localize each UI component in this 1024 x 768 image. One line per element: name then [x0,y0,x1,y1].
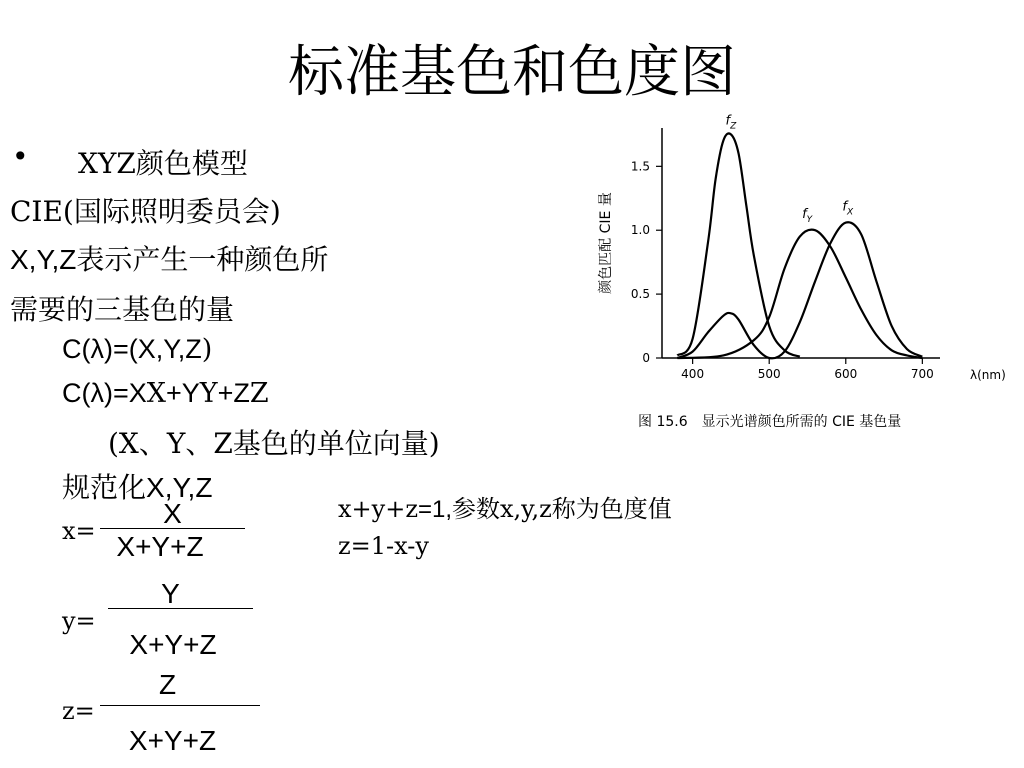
unit-vectors-note: (X、Y、Z基色的单位向量) [108,427,440,460]
formula-1-paren: ) [201,334,213,365]
z-relation: z=1-x-y [338,532,429,560]
sum-line [338,489,672,524]
chart-x-axis-label: λ(nm) [970,368,1006,382]
bullet-heading: XYZ颜色模型 [78,147,248,180]
formula-2-c: +Y [166,378,200,408]
z-fraction-bar [100,705,260,706]
chart-y-tick-label: 1.0 [630,223,650,238]
chart-series-labels [726,113,854,225]
formula-1-main: C(λ)=(X,Y,Z [62,334,202,364]
formula-2-f: Z [249,378,269,409]
z-denominator: X+Y+Z [128,725,217,756]
chart-series-label: $f_Z$ [725,113,737,132]
bullet-symbol: • [12,140,29,173]
xyz-definition-line [10,238,328,278]
y-denominator: X+Y+Z [129,629,217,660]
normalize-vars: X,Y,Z [146,472,213,503]
cie-line: CIE(国际照明委员会) [10,195,281,228]
x-label: x= [62,517,96,545]
need-line: 需要的三基色的量 [10,293,235,326]
chart-series-line-f-x [677,222,922,358]
formula-1 [62,334,212,365]
xyz-vars: X,Y,Z [10,244,77,275]
sum-lhs: x+y+z [338,495,418,523]
sum-desc: 参数x,y,z称为色度值 [452,495,672,523]
chart-x-tick-label: 400 [681,367,705,381]
z-label: z= [62,697,95,725]
formula-2-b: X [146,378,166,409]
chart-x-tick-label: 600 [834,367,858,381]
formula-2-d: Y [199,378,218,409]
y-numerator: Y [161,578,180,609]
normalize-text: 规范化 [62,471,147,504]
chart-y-tick-label: 1.5 [630,159,650,174]
y-label: y= [62,607,96,635]
x-fraction-bar [100,528,245,529]
sum-eq: =1, [417,496,452,523]
formula-2 [62,378,269,409]
chart-y-tick-label: 0.5 [630,287,650,302]
chart-x-tick-label: 500 [757,367,781,381]
formula-2-a: C(λ)=X [62,378,147,408]
chart-series [677,133,922,358]
y-fraction-bar [108,608,253,609]
chart-y-tick-label: 0 [642,351,650,365]
chart-y-axis-label: 颜色匹配 CIE 量 [598,192,614,294]
formula-2-e: +Z [217,378,250,408]
xyz-rest: 表示产生一种颜色所 [76,243,329,276]
chart-series-line-f-z [677,133,800,356]
chart-series-label: $f_X$ [842,199,854,218]
z-numerator: Z [158,669,177,700]
chart-caption: 图 15.6 显示光谱颜色所需的 CIE 基色量 [638,414,902,430]
cie-color-matching-chart [580,100,1020,440]
chart-x-tick-label: 700 [910,367,934,381]
chart-series-line-f-y [677,230,922,358]
chart-series-label: $f_Y$ [802,207,813,226]
x-denominator: X+Y+Z [116,531,204,562]
slide-title: 标准基色和色度图 [288,40,736,105]
x-numerator: X [163,498,182,529]
